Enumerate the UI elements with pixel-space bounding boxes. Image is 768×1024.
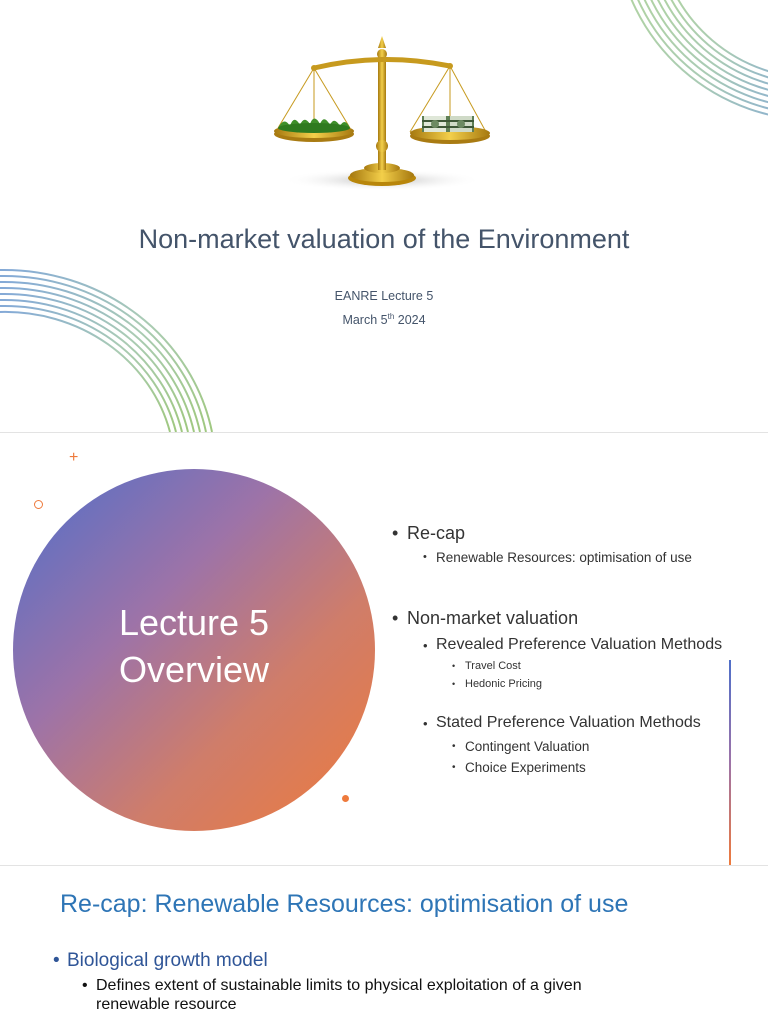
bullet-recap: • Re-cap: [407, 523, 465, 544]
circle-title: Lecture 5 Overview: [118, 602, 270, 690]
presentation-title: Non-market valuation of the Environment: [138, 224, 630, 254]
slide-recap: [0, 866, 768, 1024]
ring-icon: [34, 500, 43, 509]
bullet-contingent-valuation: • Contingent Valuation: [465, 739, 589, 754]
bullet-revealed-preference: • Revealed Preference Valuation Methods: [436, 636, 722, 654]
bullet-choice-experiments: • Choice Experiments: [465, 760, 586, 775]
bullet-travel-cost: • Travel Cost: [465, 660, 521, 672]
lecture-label: EANRE Lecture 5: [334, 289, 434, 303]
bullet-stated-preference: • Stated Preference Valuation Methods: [436, 714, 701, 732]
lecture-date: March 5th 2024: [342, 312, 426, 328]
dot-icon: [342, 795, 349, 802]
bullet-biological-growth: • Biological growth model: [67, 950, 268, 972]
bullet-recap-sub: • Renewable Resources: optimisation of use: [436, 550, 692, 565]
decorative-arc-top-right: [560, 0, 768, 140]
bullet-nonmarket-valuation: • Non-market valuation: [407, 608, 578, 629]
accent-vertical-line: [729, 660, 731, 865]
recap-slide-title: Re-cap: Renewable Resources: optimisation of use: [60, 890, 629, 918]
slide-title: [0, 0, 768, 432]
bullet-sustainable-limits: • Defines extent of sustainable limits to physical exploitation of a given renewable resource: [96, 976, 656, 1014]
balance-scale-icon: [264, 22, 504, 194]
slide-overview: [0, 433, 768, 865]
overview-circle: [13, 469, 375, 831]
plus-icon: +: [69, 449, 79, 466]
bullet-hedonic-pricing: • Hedonic Pricing: [465, 678, 542, 690]
